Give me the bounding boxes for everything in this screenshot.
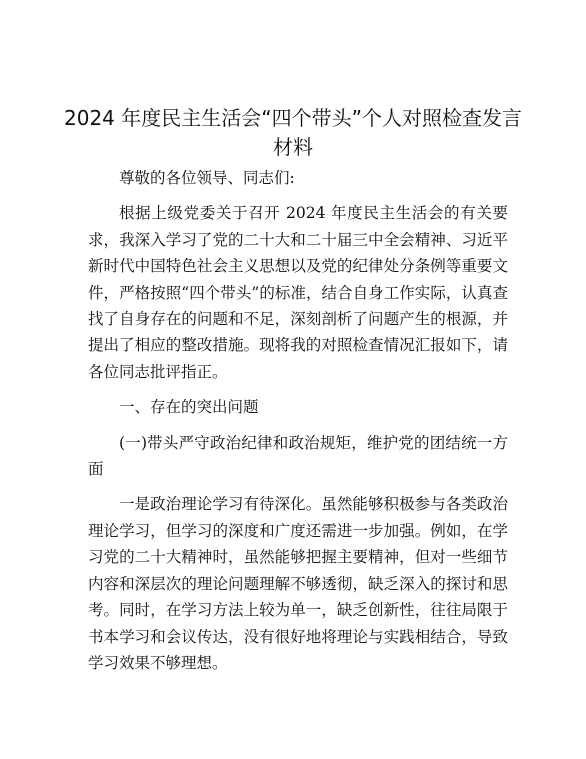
body-paragraph: 一是政治理论学习有待深化。虽然能够积极参与各类政治理论学习，但学习的深度和广度还需进一步加强。例如，在学习党的二十大精神时，虽然能够把握主要精神，但对一些细节内容和深层次的理论问题理解不够透彻，缺乏深入的探讨和思考。同时，在学习方法上较为单一，缺乏创新性，往往局限于书本学习和会议传达，没有很好地将理论与实践相结合，导致学习效果不够理想。 [88, 495, 508, 672]
document-body [88, 165, 508, 676]
intro-paragraph: 根据上级党委关于召开 2024 年度民主生活会的有关要求，我深入学习了党的二十大和二十届三中全会精神、习近平新时代中国特色社会主义思想以及党的纪律处分条例等重要文件，严格按照“四个带头”的标准，结合自身工作实际，认真查找了自身存在的问题和不足，深刻剖析了问题产生的根源，并提出了相应的整改措施。现将我的对照检查情况汇报如下，请各位同志批评指正。 [88, 204, 508, 381]
section-heading: 一、存在的突出问题 [119, 398, 259, 417]
subsection-heading: (一)带头严守政治纪律和政治规矩，维护党的团结统一方面 [88, 433, 508, 479]
document-title: 2024 年度民主生活会“四个带头”个人对照检查发言材料 [64, 106, 522, 159]
salutation: 尊敬的各位领导、同志们: [119, 169, 295, 187]
